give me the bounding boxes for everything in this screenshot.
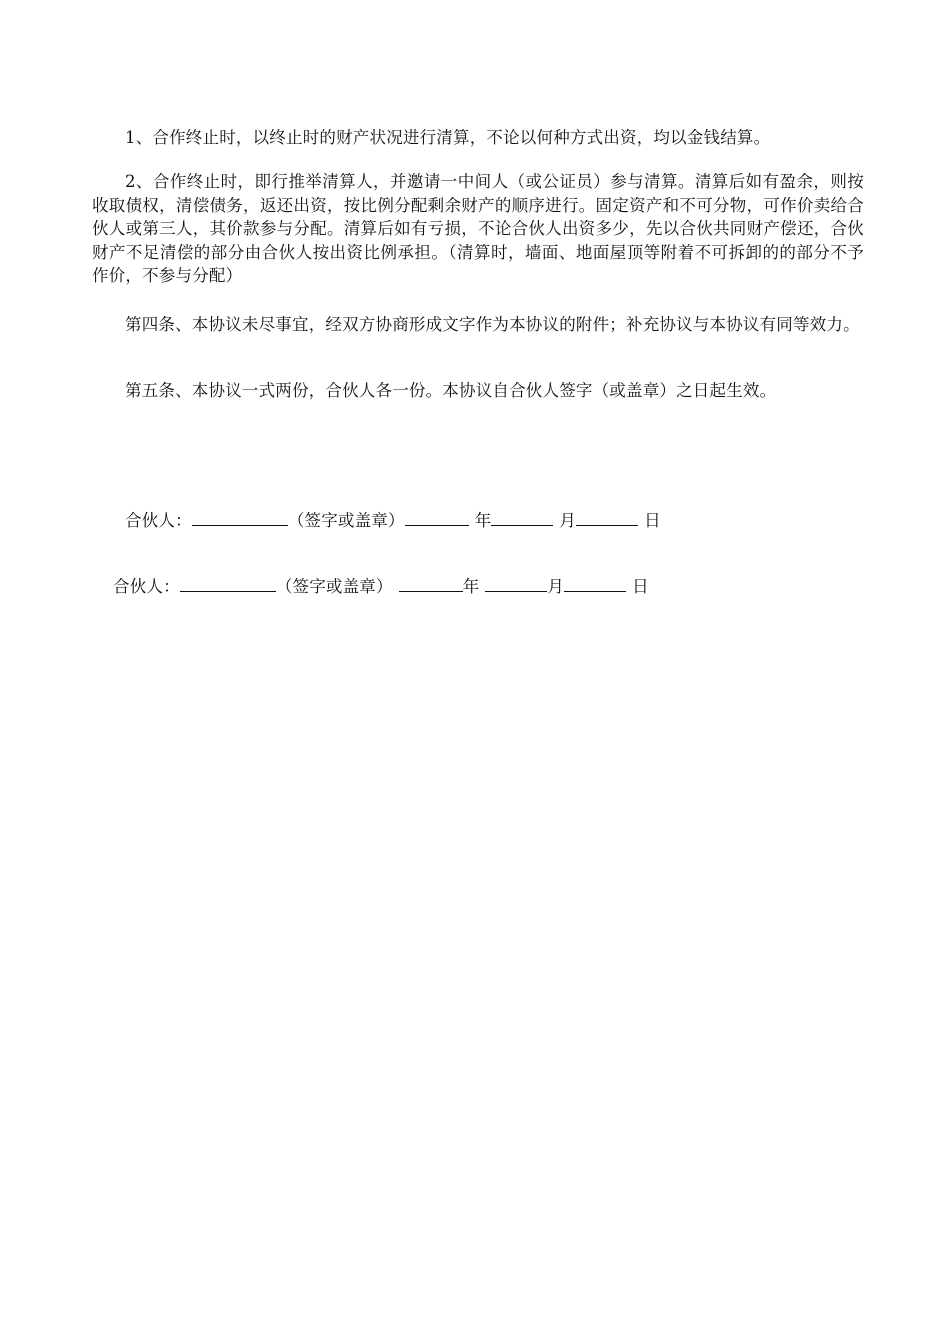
sign-note: （签字或盖章） xyxy=(275,577,393,596)
article-four-text: 第四条、本协议未尽事宜，经双方协商形成文字作为本协议的附件；补充协议与本协议有同等效力。 xyxy=(125,315,860,334)
day-label: 日 xyxy=(632,577,649,596)
year-blank xyxy=(405,508,469,526)
day-blank xyxy=(576,508,638,526)
clause-liquidation-1-text: 1、合作终止时，以终止时的财产状况进行清算，不论以何种方式出资，均以金钱结算。 xyxy=(125,128,771,147)
month-label: 月 xyxy=(559,511,577,530)
clause-liquidation-2-text: 2、合作终止时，即行推举清算人，并邀请一中间人（或公证员）参与清算。清算后如有盈余，则按收取债权，清偿债务，返还出资，按比例分配剩余财产的顺序进行。固定资产和不可分物，可作价卖给合伙人或第三人，其价款参与分配。清算后如有亏损，不论合伙人出资多少，先以合伙共同财产偿还，合伙财产不足清偿的部分由合伙人按出资比例承担。（清算时，墙面、地面屋顶等附着不可拆卸的的部分不予作价，不参与分配） xyxy=(92,172,864,285)
partner-label: 合伙人： xyxy=(125,511,192,530)
year-label: 年 xyxy=(474,511,492,530)
sign-note: （签字或盖章） xyxy=(287,511,405,530)
article-five-text: 第五条、本协议一式两份，合伙人各一份。本协议自合伙人签字（或盖章）之日起生效。 xyxy=(125,381,777,400)
partner-label: 合伙人： xyxy=(113,577,180,596)
month-blank xyxy=(491,508,553,526)
article-five xyxy=(92,379,864,403)
partner-signature-line-2 xyxy=(113,574,649,598)
year-label: 年 xyxy=(462,577,480,596)
signature-blank xyxy=(180,574,276,592)
day-label: 日 xyxy=(644,511,661,530)
clause-liquidation-2 xyxy=(92,170,864,288)
clause-liquidation-1 xyxy=(92,126,864,150)
day-blank xyxy=(564,574,626,592)
partner-signature-line-1 xyxy=(125,508,661,532)
signature-blank xyxy=(192,508,288,526)
month-blank xyxy=(485,574,547,592)
year-blank xyxy=(399,574,463,592)
month-label: 月 xyxy=(547,577,565,596)
article-four xyxy=(92,313,864,337)
